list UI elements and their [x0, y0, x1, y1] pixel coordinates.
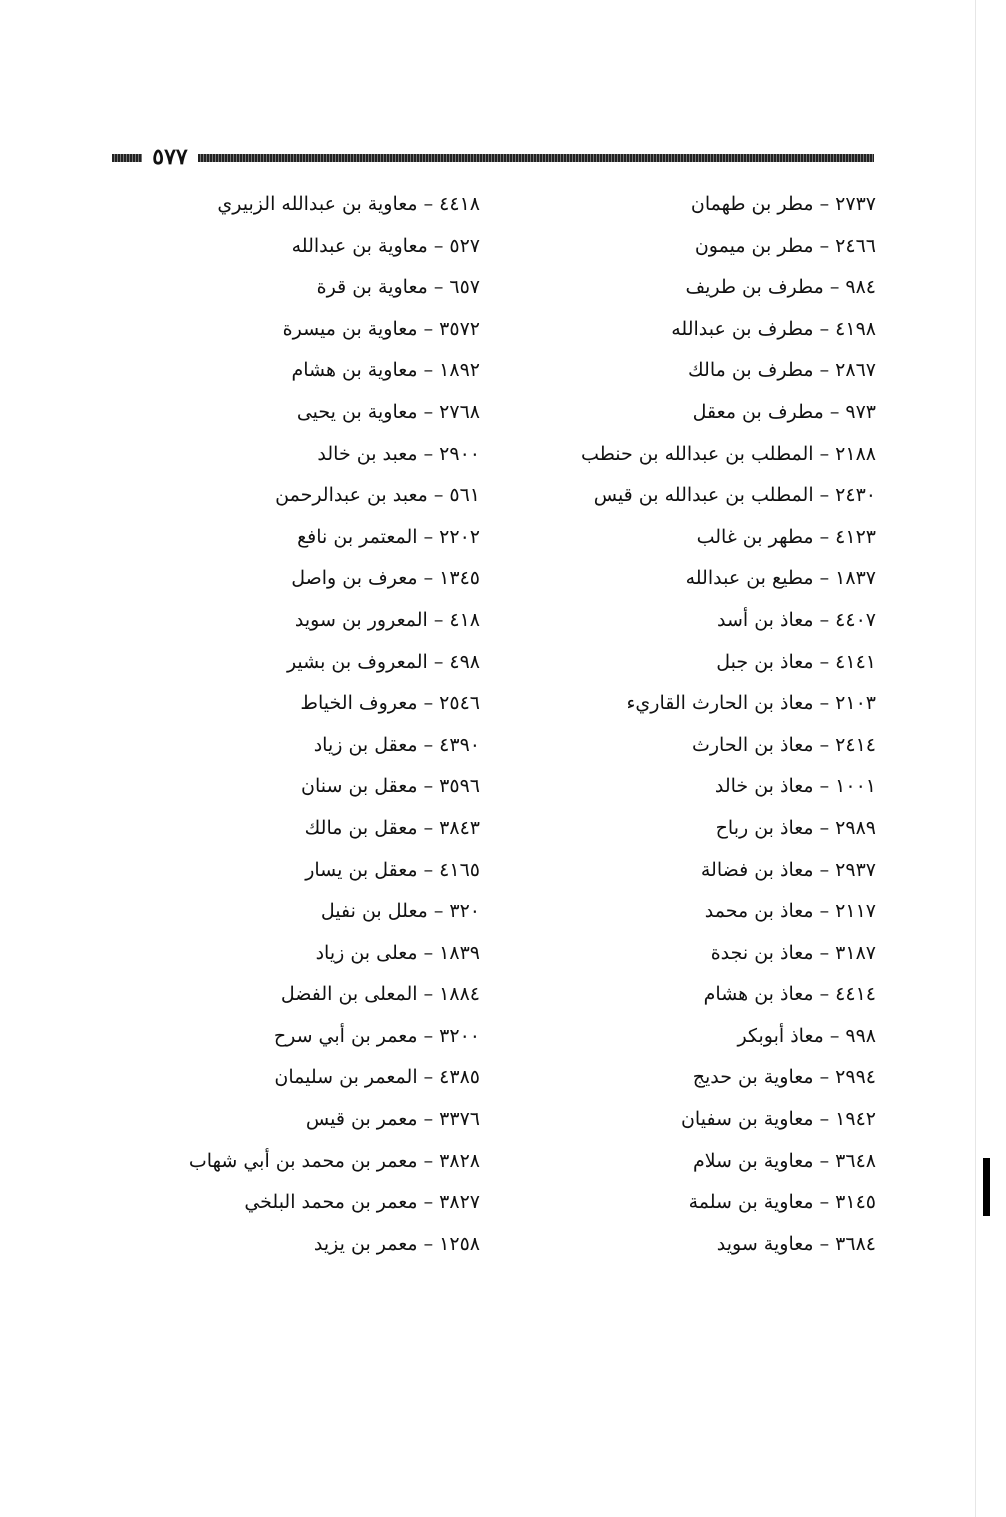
index-entry: ٤١٢٣ – مطهر بن غالب	[696, 525, 876, 548]
index-entry: ١٢٥٨ – معمر بن يزيد	[313, 1232, 480, 1255]
index-entry: ٢٢٠٢ – المعتمر بن نافع	[297, 525, 480, 548]
index-entry: ٤٣٨٥ – المعمر بن سليمان	[274, 1066, 480, 1089]
index-entry: ٢٩٣٧ – معاذ بن فضالة	[700, 858, 876, 881]
page-edge-line	[975, 0, 976, 1517]
index-entry: ٤١٨ – المعرور بن سويد	[294, 608, 480, 631]
header-rule-right	[198, 154, 874, 162]
index-entry: ٣٢٠٠ – معمر بن أبي سرح	[273, 1024, 480, 1047]
index-entry: ٩٨٤ – مطرف بن طريف	[685, 276, 876, 299]
index-entry: ٤٤١٨ – معاوية بن عبدالله الزبيري	[217, 193, 480, 215]
index-entry: ٩٩٨ – معاذ أبوبكر	[737, 1024, 876, 1047]
index-entry: ١٨٣٩ – معلى بن زياد	[315, 941, 480, 964]
index-entry: ٢٩٩٤ – معاوية بن حديج	[692, 1066, 876, 1089]
index-entry: ٢٩٨٩ – معاذ بن رباح	[715, 816, 876, 839]
index-entry: ٢٧٣٧ – مطر بن طهمان	[690, 193, 876, 215]
index-entry: ٤١٤١ – معاذ بن جبل	[716, 650, 876, 673]
index-entry: ٢٩٠٠ – معبد بن خالد	[317, 442, 480, 465]
index-entry: ٣٨٢٨ – معمر بن محمد بن أبي شهاب	[188, 1149, 480, 1172]
index-entry: ٩٧٣ – مطرف بن معقل	[692, 400, 876, 423]
index-entry: ٣١٤٥ – معاوية بن سلمة	[688, 1191, 876, 1214]
index-entry: ١٨٨٤ – المعلى بن الفضل	[280, 983, 480, 1006]
index-entry: ٢٥٤٦ – معروف الخياط	[300, 692, 480, 715]
page-number: ٥٧٧	[152, 144, 188, 170]
index-entry: ١٨٣٧ – مطيع بن عبدالله	[685, 567, 876, 590]
page-header	[112, 144, 874, 170]
header-rule-left	[112, 154, 142, 162]
index-entry: ٣٦٨٤ – معاوية سويد	[716, 1232, 876, 1255]
index-entry: ١٩٤٢ – معاوية بن سفيان	[680, 1108, 876, 1131]
index-entry: ٤١٩٨ – مطرف بن عبدالله	[671, 317, 876, 340]
index-entry: ٣٢٠ – معلل بن نفيل	[320, 900, 480, 923]
index-entry: ٣٣٧٦ – معمر بن قيس	[305, 1108, 480, 1131]
index-column-right	[506, 184, 876, 1265]
index-entry: ٥٢٧ – معاوية بن عبدالله	[291, 234, 480, 257]
index-entry: ٣٨٢٧ – معمر بن محمد البلخي	[244, 1191, 480, 1214]
index-entry: ٢١٠٣ – معاذ بن الحارث القاريء	[626, 692, 876, 715]
index-entry: ٢١١٧ – معاذ بن محمد	[704, 900, 876, 923]
index-entry: ٤٣٩٠ – معقل بن زياد	[313, 733, 480, 756]
index-entry: ١٠٠١ – معاذ بن خالد	[714, 775, 876, 798]
index-entry: ٤٩٨ – المعروف بن بشير	[286, 650, 480, 673]
index-entry: ١٣٤٥ – معرف بن واصل	[291, 567, 480, 590]
index-entry: ٣٦٤٨ – معاوية بن سلام	[692, 1149, 876, 1172]
index-entry: ٣١٨٧ – معاذ بن نجدة	[710, 941, 876, 964]
index-entry: ٢٨٦٧ – مطرف بن مالك	[688, 359, 876, 382]
index-entry: ٦٥٧ – معاوية بن قرة	[316, 276, 480, 299]
index-entry: ٢٧٦٨ – معاوية بن يحيى	[296, 400, 480, 423]
index-column-left	[130, 184, 480, 1265]
index-entry: ٢٤٦٦ – مطر بن ميمون	[694, 234, 876, 257]
index-entry: ٤٤١٤ – معاذ بن هشام	[703, 983, 876, 1006]
index-entry: ٤٤٠٧ – معاذ بن أسد	[716, 608, 876, 631]
index-entry: ٢١٨٨ – المطلب بن عبدالله بن حنطب	[581, 442, 876, 465]
index-entry: ٣٨٤٣ – معقل بن مالك	[304, 816, 480, 839]
index-entry: ٢٤٣٠ – المطلب بن عبدالله بن قيس	[593, 484, 876, 507]
index-entry: ٣٥٧٢ – معاوية بن ميسرة	[282, 317, 480, 340]
index-entry: ٥٦١ – معبد بن عبدالرحمن	[275, 484, 480, 507]
index-entry: ٣٥٩٦ – معقل بن سنان	[301, 775, 480, 798]
index-entry: ٢٤١٤ – معاذ بن الحارث	[691, 733, 876, 756]
index-entry: ٤١٦٥ – معقل بن يسار	[305, 858, 480, 881]
index-entry: ١٨٩٢ – معاوية بن هشام	[291, 359, 480, 382]
page-edge-mark	[983, 1158, 990, 1216]
